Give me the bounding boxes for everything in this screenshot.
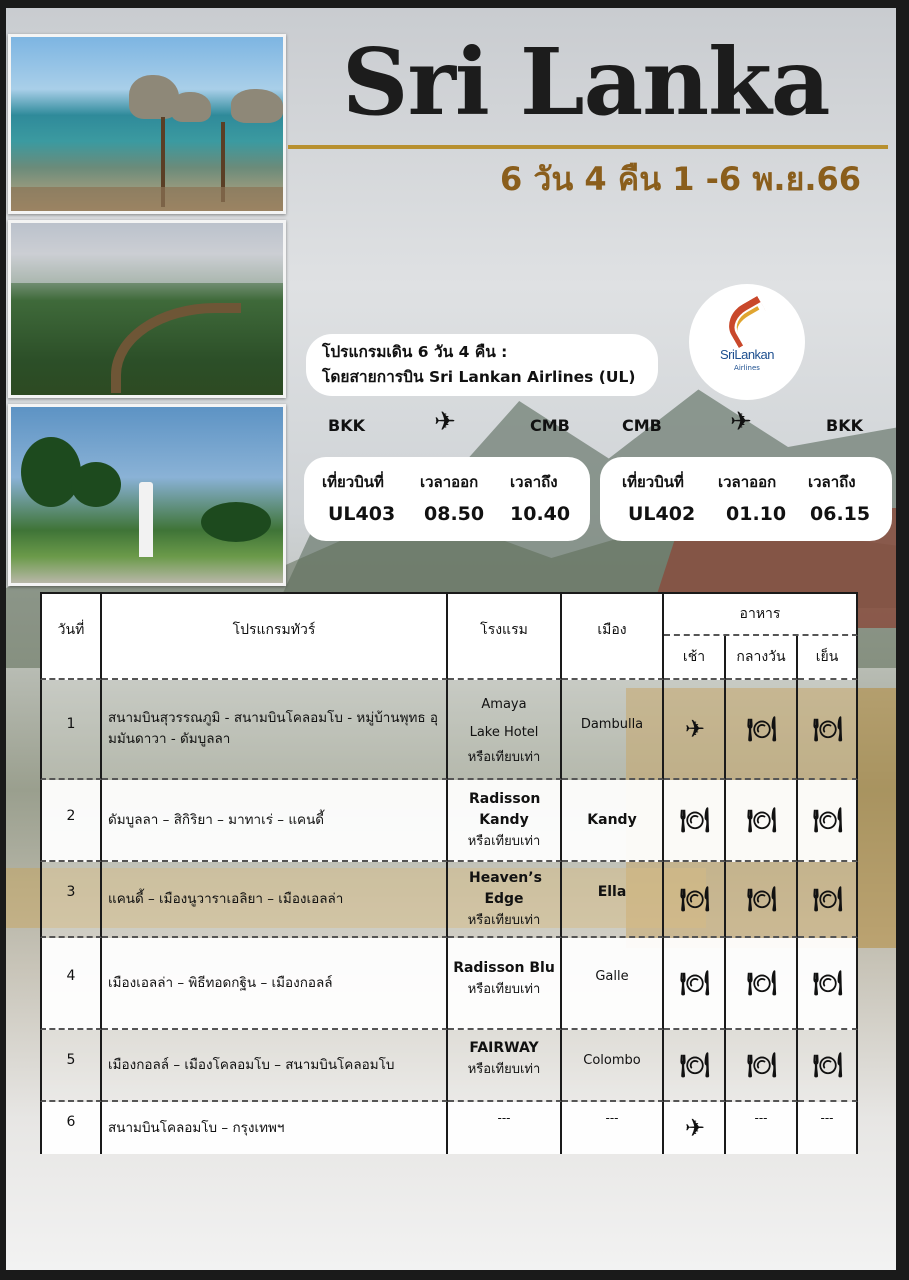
table-row-program: แคนดี้ – เมืองนูวาราเอลิยา – เมืองเอลล่า xyxy=(102,862,448,938)
depart-time-header: เวลาออก xyxy=(420,473,479,491)
hotel-name: Radisson Blu xyxy=(453,960,555,976)
city-header: เมือง xyxy=(562,592,664,680)
hotel-note: หรือเทียบเท่า xyxy=(467,749,541,765)
flight-number-header: เที่ยวบินที่ xyxy=(322,473,384,491)
depart-time-header: เวลาออก xyxy=(718,473,777,491)
table-row-lunch: --- xyxy=(726,1102,798,1154)
inbound-flight-number: UL402 xyxy=(628,503,696,525)
table-row-dinner: --- xyxy=(798,1102,858,1154)
table-row-day: 4 xyxy=(40,938,102,1030)
nine-arch-bridge-photo xyxy=(8,220,286,398)
meal-icon: 🍽 xyxy=(798,680,858,780)
itinerary-table xyxy=(40,592,858,1154)
lunch-header: กลางวัน xyxy=(726,636,798,680)
hotel-name: Heaven’s Edge xyxy=(469,869,542,907)
airplane-icon: ✈ xyxy=(664,680,726,780)
outbound-depart-time: 08.50 xyxy=(424,503,485,525)
inbound-arrive-time: 06.15 xyxy=(810,503,871,525)
hotel-name: Amaya Lake Hotel xyxy=(469,696,539,740)
program-header: โปรแกรมทัวร์ xyxy=(102,592,448,680)
arrive-time-header: เวลาถึง xyxy=(808,473,856,491)
table-row-hotel xyxy=(448,680,562,780)
meal-icon: 🍽 xyxy=(798,780,858,862)
table-row-hotel xyxy=(448,938,562,1030)
table-row-program: สนามบินโคลอมโบ – กรุงเทพฯ xyxy=(102,1102,448,1154)
hotel-name: Radisson Kandy xyxy=(469,790,541,828)
table-row-hotel xyxy=(448,780,562,862)
airplane-icon: ✈ xyxy=(434,407,456,437)
table-row-program: เมืองกอลล์ – เมืองโคลอมโบ – สนามบินโคลอมโบ xyxy=(102,1030,448,1102)
table-row-city: Kandy xyxy=(562,780,664,862)
meal-icon: 🍽 xyxy=(726,862,798,938)
meals-header: อาหาร xyxy=(664,592,858,636)
trip-dates: 6 วัน 4 คืน 1 -6 พ.ย.66 xyxy=(500,160,861,198)
logo-subtext: Airlines xyxy=(734,364,760,372)
hotel-note: หรือเทียบเท่า xyxy=(467,982,541,997)
hotel-note: หรือเทียบเท่า xyxy=(467,833,541,849)
table-row-day: 3 xyxy=(40,862,102,938)
table-row-city: Colombo xyxy=(562,1030,664,1102)
airplane-icon: ✈ xyxy=(730,407,752,437)
program-info-box xyxy=(306,334,658,396)
meal-icon: 🍽 xyxy=(726,780,798,862)
airplane-icon: ✈ xyxy=(664,1102,726,1154)
dinner-header: เย็น xyxy=(798,636,858,680)
table-row-program: ดัมบูลลา – สิกิริยา – มาทาเร่ – แคนดี้ xyxy=(102,780,448,862)
table-row-day: 6 xyxy=(40,1102,102,1154)
inbound-destination: BKK xyxy=(826,416,863,435)
table-row-city: Dambulla xyxy=(562,680,664,780)
table-row-day: 1 xyxy=(40,680,102,780)
program-airline: โดยสายการบิน Sri Lankan Airlines (UL) xyxy=(322,368,636,386)
table-row-program: สนามบินสุวรรณภูมิ - สนามบินโคลอมโบ - หมู่บ้านพุทธ อุมมันดาวา - ดัมบูลลา xyxy=(102,680,448,780)
logo-text: SriLankan xyxy=(719,347,775,362)
meal-icon: 🍽 xyxy=(664,862,726,938)
hotel-name: FAIRWAY xyxy=(469,1040,539,1056)
outbound-flight-number: UL403 xyxy=(328,503,396,525)
meal-icon: 🍽 xyxy=(798,862,858,938)
table-row-hotel xyxy=(448,1030,562,1102)
table-row-day: 2 xyxy=(40,780,102,862)
flight-number-header: เที่ยวบินที่ xyxy=(622,473,684,491)
inbound-origin: CMB xyxy=(622,416,662,435)
day-header: วันที่ xyxy=(40,592,102,680)
outbound-destination: CMB xyxy=(530,416,570,435)
meal-icon: 🍽 xyxy=(726,1030,798,1102)
page-title: Sri Lanka xyxy=(342,28,830,136)
galle-lighthouse-photo xyxy=(8,404,286,586)
meal-icon: 🍽 xyxy=(664,938,726,1030)
outbound-flight-box xyxy=(304,457,590,541)
table-row-program: เมืองเอลล่า – พิธีทอดกฐิน – เมืองกอลล์ xyxy=(102,938,448,1030)
srilankan-airlines-logo xyxy=(689,284,805,400)
breakfast-header: เช้า xyxy=(664,636,726,680)
table-row-city: Ella xyxy=(562,862,664,938)
hotel-note: หรือเทียบเท่า xyxy=(467,912,541,928)
outbound-arrive-time: 10.40 xyxy=(510,503,571,525)
title-divider xyxy=(288,145,888,149)
inbound-depart-time: 01.10 xyxy=(726,503,787,525)
meal-icon: 🍽 xyxy=(664,1030,726,1102)
inbound-flight-box xyxy=(600,457,892,541)
table-row-city: Galle xyxy=(562,938,664,1030)
meal-icon: 🍽 xyxy=(798,938,858,1030)
arrive-time-header: เวลาถึง xyxy=(510,473,558,491)
meal-icon: 🍽 xyxy=(726,938,798,1030)
outbound-origin: BKK xyxy=(328,416,365,435)
hotel-note: หรือเทียบเท่า xyxy=(467,1062,541,1077)
table-row-day: 5 xyxy=(40,1030,102,1102)
table-row-hotel: --- xyxy=(448,1102,562,1154)
poster xyxy=(6,8,896,1270)
program-duration: โปรแกรมเดิน 6 วัน 4 คืน : xyxy=(322,343,508,361)
table-row-city: --- xyxy=(562,1102,664,1154)
table-row-hotel xyxy=(448,862,562,938)
meal-icon: 🍽 xyxy=(798,1030,858,1102)
stilt-fishermen-photo xyxy=(8,34,286,214)
hotel-header: โรงแรม xyxy=(448,592,562,680)
meal-icon: 🍽 xyxy=(664,780,726,862)
meal-icon: 🍽 xyxy=(726,680,798,780)
